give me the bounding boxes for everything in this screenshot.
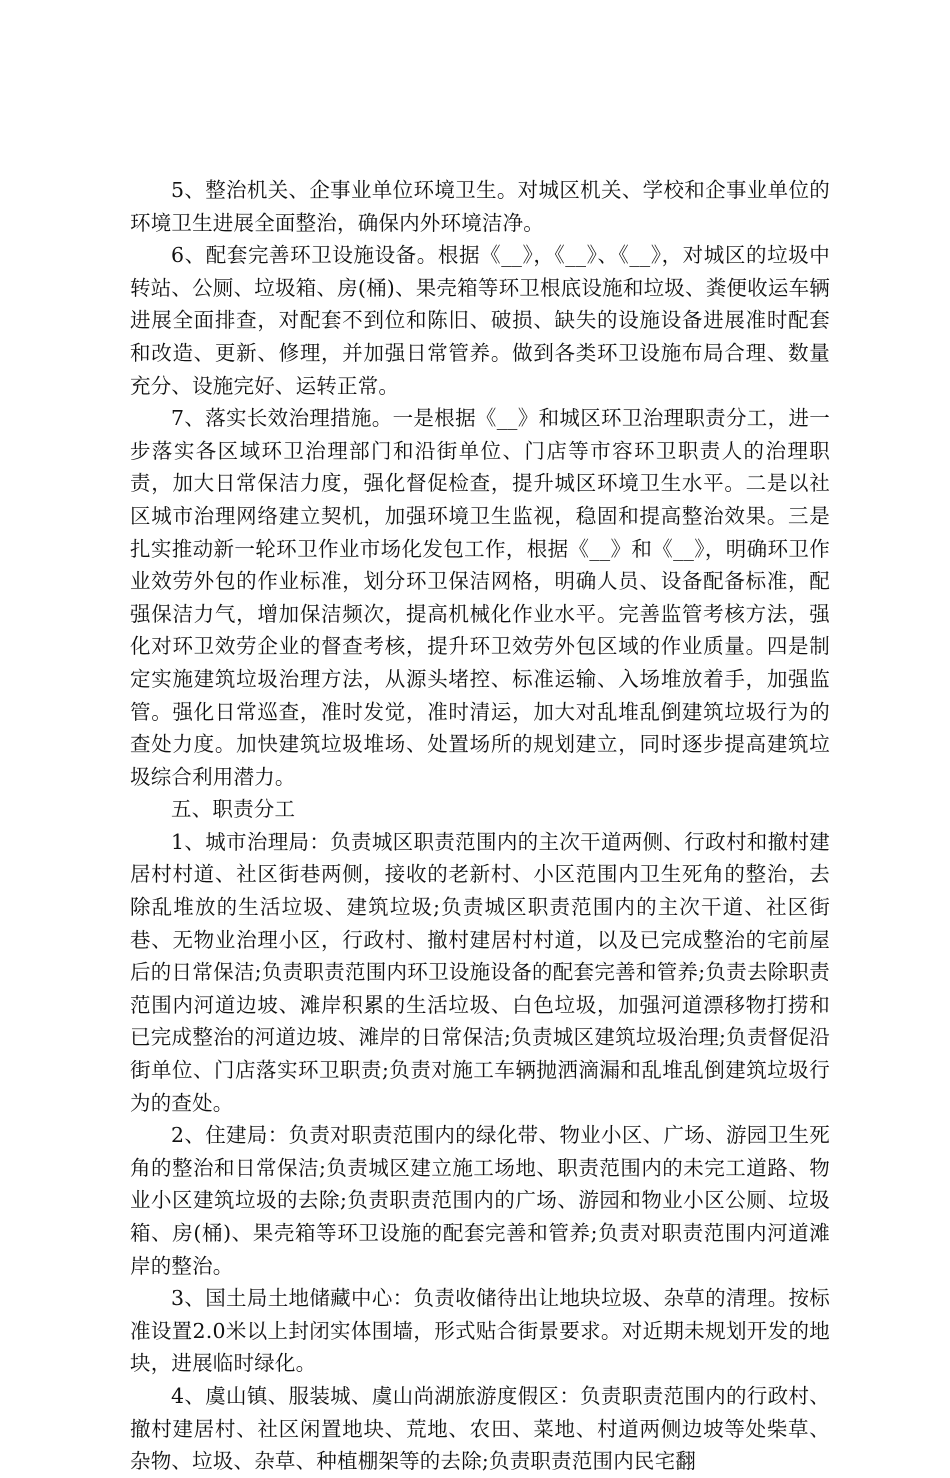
paragraph-duty-2: 2、住建局：负责对职责范围内的绿化带、物业小区、广场、游园卫生死角的整治和日常保洁;负责城区建立施工场地、职责范围内的未完工道路、物业小区建筑垃圾的去除;负责职责范围内的广场、游园和物业小区公厕、垃圾箱、房(桶)、果壳箱等环卫设施的配套完善和管养;负责对职责范围内河道滩岸的整治。 (130, 1123, 830, 1278)
paragraph-duty-3: 3、国土局土地储藏中心：负责收储待出让地块垃圾、杂草的清理。按标准设置2.0米以上封闭实体围墙，形式贴合街景要求。对近期未规划开发的地块，进展临时绿化。 (130, 1286, 830, 1376)
document-body (130, 174, 830, 1478)
paragraph-item-5: 5、整治机关、企事业单位环境卫生。对城区机关、学校和企事业单位的环境卫生进展全面整治，确保内外环境洁净。 (130, 178, 830, 235)
paragraph-duty-4: 4、虞山镇、服装城、虞山尚湖旅游度假区：负责职责范围内的行政村、撤村建居村、社区闲置地块、荒地、农田、菜地、村道两侧边坡等处柴草、杂物、垃圾、杂草、种植棚架等的去除;负责职责范围内民宅翻 (130, 1383, 830, 1474)
paragraph-item-6: 6、配套完善环卫设施设备。根据《__》，《__》、《__》，对城区的垃圾中转站、公厕、垃圾箱、房(桶)、果壳箱等环卫根底设施和垃圾、粪便收运车辆进展全面排查，对配套不到位和陈旧、破损、缺失的设施设备进展准时配套和改造、更新、修理，并加强日常管养。做到各类环卫设施布局合理、数量充分、设施完好、运转正常。 (130, 243, 830, 398)
paragraph-item-7: 7、落实长效治理措施。一是根据《__》和城区环卫治理职责分工，进一步落实各区域环卫治理部门和沿街单位、门店等市容环卫职责人的治理职责，加大日常保洁力度，强化督促检查，提升城区环境卫生水平。二是以社区城市治理网络建立契机，加强环境卫生监视，稳固和提高整治效果。三是扎实推动新一轮环卫作业市场化发包工作，根据《__》和《__》，明确环卫作业效劳外包的作业标准，划分环卫保洁网格，明确人员、设备配备标准，配强保洁力气，增加保洁频次，提高机械化作业水平。完善监管考核方法，强化对环卫效劳企业的督查考核，提升环卫效劳外包区域的作业质量。四是制定实施建筑垃圾治理方法，从源头堵控、标准运输、入场堆放着手，加强监管。强化日常巡查，准时发觉，准时清运，加大对乱堆乱倒建筑垃圾行为的查处力度。加快建筑垃圾堆场、处置场所的规划建立，同时逐步提高建筑垃圾综合利用潜力。 (130, 406, 830, 789)
section-heading-responsibilities: 五、职责分工 (171, 797, 296, 822)
paragraph-duty-1: 1、城市治理局：负责城区职责范围内的主次干道两侧、行政村和撤村建居村村道、社区街巷两侧，接收的老新村、小区范围内卫生死角的整治，去除乱堆放的生活垃圾、建筑垃圾;负责城区职责范围内的主次干道、社区街巷、无物业治理小区，行政村、撤村建居村村道，以及已完成整治的宅前屋后的日常保洁;负责职责范围内环卫设施设备的配套完善和管养;负责去除职责范围内河道边坡、滩岸积累的生活垃圾、白色垃圾，加强河道漂移物打捞和已完成整治的河道边坡、滩岸的日常保洁;负责城区建筑垃圾治理;负责督促沿街单位、门店落实环卫职责;负责对施工车辆抛洒滴漏和乱堆乱倒建筑垃圾行为的查处。 (130, 829, 830, 1115)
